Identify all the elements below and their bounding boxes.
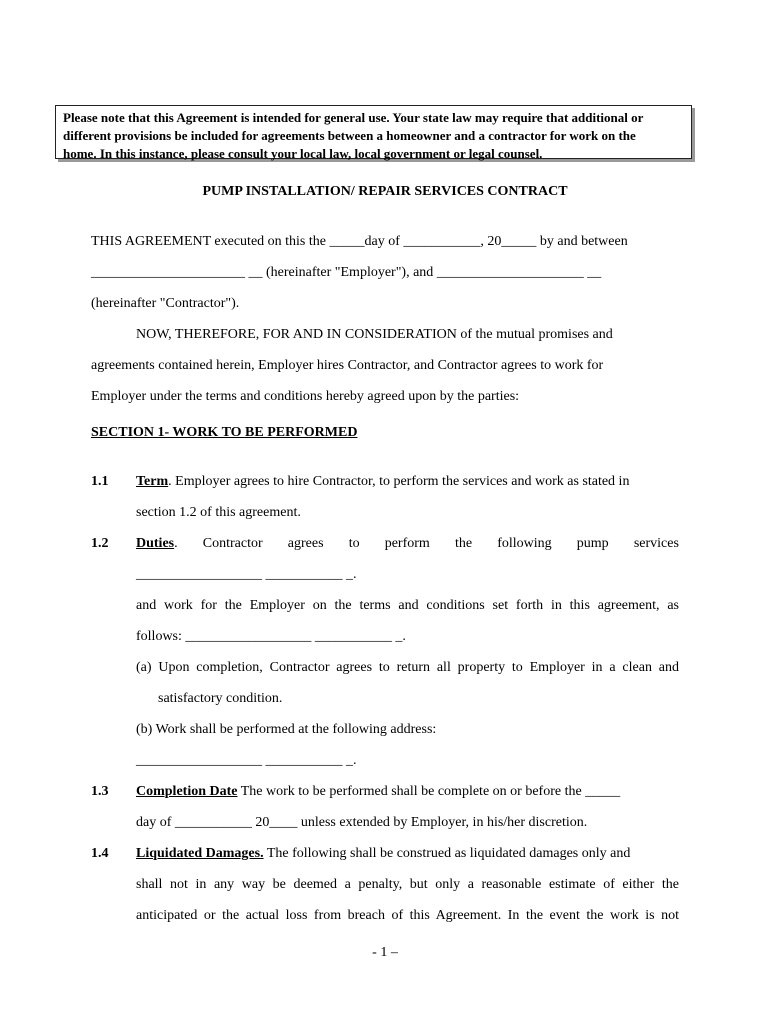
recital-line: Employer under the terms and conditions hereby agreed upon by the parties: (91, 389, 520, 404)
clause-text: follows: __________________ ___________ _. (136, 629, 406, 644)
clause-word: . (174, 536, 178, 551)
blank-line: __________________ ___________ _. (136, 753, 357, 768)
clause-text: section 1.2 of this agreement. (136, 505, 301, 520)
clause-1-2-line (136, 535, 679, 553)
clause-item-b: (b) Work shall be performed at the following address: (136, 722, 437, 737)
recital-line: NOW, THEREFORE, FOR AND IN CONSIDERATION of the mutual promises and (136, 327, 613, 342)
clause-title: Duties (136, 536, 175, 551)
clause-number: 1.3 (91, 784, 109, 799)
clause-1-4-line (136, 845, 630, 863)
clause-1-1-line (136, 473, 629, 491)
clause-text: The work to be performed shall be complete on or before the _____ (237, 784, 621, 799)
clause-number: 1.2 (91, 536, 109, 551)
intro-line: THIS AGREEMENT executed on this the _____day of ___________, 20_____ by and between (91, 234, 628, 249)
clause-word: services (633, 536, 679, 551)
clause-word: agrees (287, 536, 324, 551)
page-number: - 1 – (372, 945, 398, 960)
general-use-notice-box (55, 105, 692, 159)
clause-text: anticipated or the actual loss from breach of this Agreement. In the event the work is not (136, 908, 679, 923)
intro-line: ______________________ __ (hereinafter "Employer"), and _____________________ __ (91, 265, 602, 280)
clause-text: day of ___________ 20____ unless extended by Employer, in his/her discretion. (136, 815, 588, 830)
clause-number: 1.1 (91, 474, 109, 489)
clause-word: perform (384, 536, 430, 551)
clause-word: following (497, 536, 552, 551)
contract-title: PUMP INSTALLATION/ REPAIR SERVICES CONTRACT (202, 184, 568, 199)
notice-line: different provisions be included for agreements between a homeowner and a contractor for work on the (63, 128, 636, 143)
clause-word: pump (576, 536, 609, 551)
clause-title: Liquidated Damages. (136, 846, 264, 861)
clause-word: Contractor (202, 536, 263, 551)
clause-item-a: (a) Upon completion, Contractor agrees to return all property to Employer in a clean and (136, 660, 679, 675)
clause-word: to (348, 536, 360, 551)
section-heading: SECTION 1- WORK TO BE PERFORMED (91, 425, 358, 440)
clause-text: shall not in any way be deemed a penalty, but only a reasonable estimate of either the (136, 877, 679, 892)
intro-line: (hereinafter "Contractor"). (91, 296, 240, 311)
notice-line: Please note that this Agreement is intended for general use. Your state law may require that additional or (63, 110, 644, 125)
clause-item-a-cont: satisfactory condition. (158, 691, 283, 706)
blank-line: __________________ ___________ _. (136, 567, 357, 582)
recital-line: agreements contained herein, Employer hires Contractor, and Contractor agrees to work for (91, 358, 604, 373)
clause-title-group (136, 535, 178, 553)
clause-number: 1.4 (91, 846, 109, 861)
clause-word: the (454, 536, 473, 551)
clause-text: and work for the Employer on the terms and conditions set forth in this agreement, as (136, 598, 679, 613)
clause-text: The following shall be construed as liquidated damages only and (263, 846, 631, 861)
clause-text: . Employer agrees to hire Contractor, to perform the services and work as stated in (168, 474, 630, 489)
clause-title: Term (136, 474, 169, 489)
clause-1-3-line (136, 783, 620, 801)
notice-line: home. In this instance, please consult your local law, local government or legal counsel. (63, 146, 543, 161)
clause-title: Completion Date (136, 784, 238, 799)
